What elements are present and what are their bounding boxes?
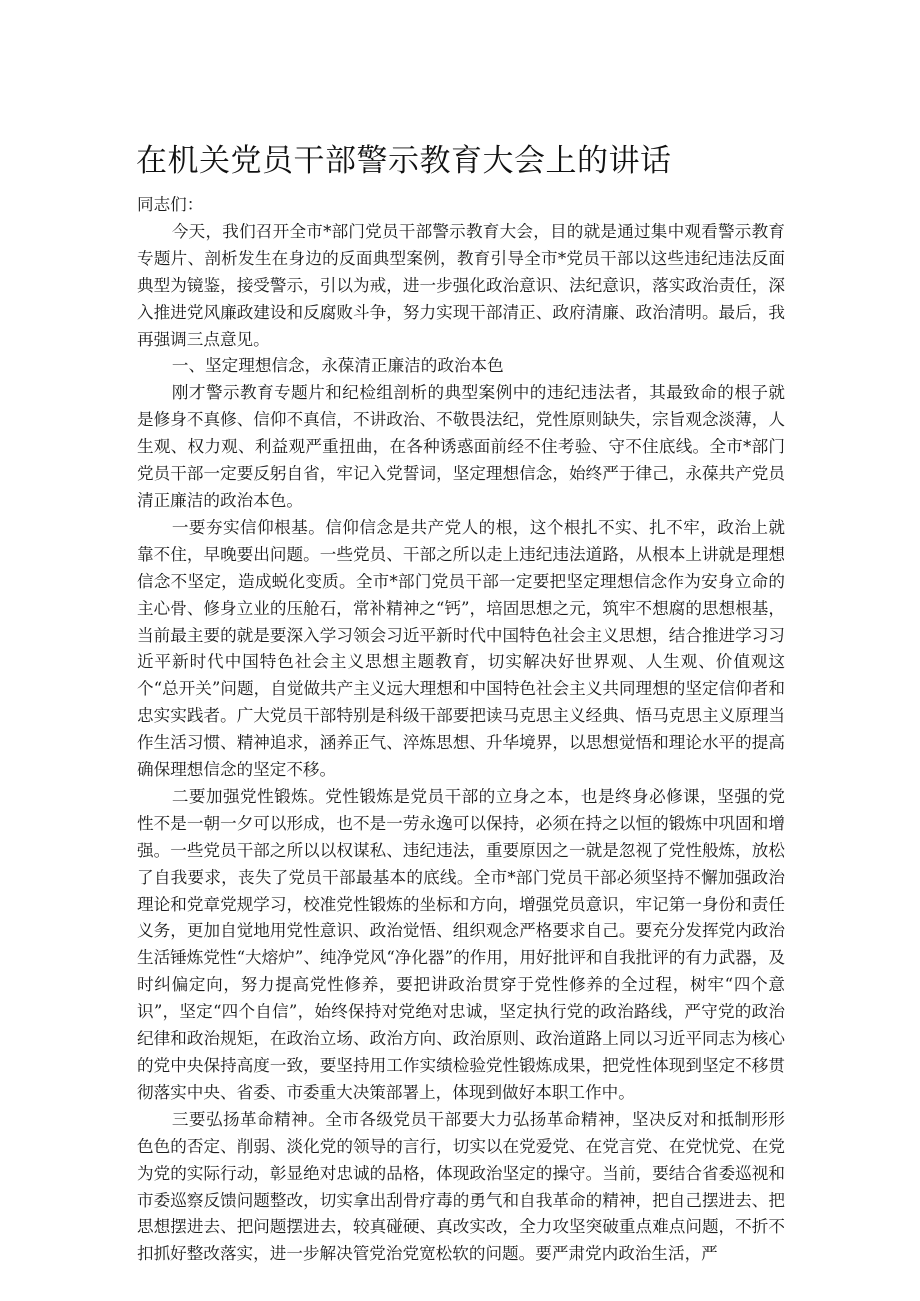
document-title: 在机关党员干部警示教育大会上的讲话: [136, 143, 672, 179]
speech-body: [137, 192, 785, 1268]
paragraph-point-1: 一要夯实信仰根基。信仰信念是共产党人的根，这个根扎不实、扎不牢，政治上就靠不住，早晚要出问题。一些党员、干部之所以走上违纪违法道路，从根本上讲就是理想信念不坚定，造成蜕化变质。全市*部门党员干部一定要把坚定理想信念作为安身立命的主心骨、修身立业的压舱石，常补精神之“钙”，培固思想之元，筑牢不想腐的思想根基，当前最主要的就是要深入学习领会习近平新时代中国特色社会主义思想，结合推进学习习近平新时代中国特色社会主义思想主题教育，切实解决好世界观、人生观、价值观这个“总开关”问题，自觉做共产主义远大理想和中国特色社会主义共同理想的坚定信仰者和忠实实践者。广大党员干部特别是科级干部要把读马克思主义经典、悟马克思主义原理当作生活习惯、精神追求，涵养正气、淬炼思想、升华境界，以思想觉悟和理论水平的提高确保理想信念的坚定不移。: [137, 517, 785, 780]
paragraph-intro: 今天，我们召开全市*部门党员干部警示教育大会，目的就是通过集中观看警示教育专题片、剖析发生在身边的反面典型案例，教育引导全市*党员干部以这些违纪违法反面典型为镜鉴，接受警示，引以为戒，进一步强化政治意识、法纪意识，落实政治责任，深入推进党风廉政建设和反腐败斗争，努力实现干部清正、政府清廉、政治清明。最后，我再强调三点意见。: [137, 221, 785, 349]
section-heading-1: 一、坚定理想信念，永葆清正廉洁的政治本色: [171, 356, 504, 376]
paragraph-point-3: 三要弘扬革命精神。全市各级党员干部要大力弘扬革命精神，坚决反对和抵制形形色色的否定、削弱、淡化党的领导的言行，切实以在党爱党、在党言党、在党忧党、在党为党的实际行动，彰显绝对忠诚的品格，体现政治坚定的操守。当前，要结合省委巡视和市委巡察反馈问题整改，切实拿出刮骨疗毒的勇气和自我革命的精神，把自己摆进去、把思想摆进去、把问题摆进去，较真碰硬、真改实改，全力攻坚突破重点难点问题，不折不扣抓好整改落实，进一步解决管党治党宽松软的问题。要严肃党内政治生活，严: [137, 1109, 785, 1264]
paragraph-point-2: 二要加强党性锻炼。党性锻炼是党员干部的立身之本，也是终身必修课，坚强的党性不是一朝一夕可以形成，也不是一劳永逸可以保持，必须在持之以恒的锻炼中巩固和增强。一些党员干部之所以以权谋私、违纪违法，重要原因之一就是忽视了党性般炼，放松了自我要求，丧失了党员干部最基本的底线。全市*部门党员干部必须坚持不懈加强政治理论和党章党规学习，校准党性锻炼的坐标和方向，增强党员意识，牢记第一身份和责任义务，更加自觉地用党性意识、政治觉悟、组织观念严格要求自己。要充分发挥党内政治生活锤炼党性“大熔炉”、纯净党风“净化器”的作用，用好批评和自我批评的有力武器，及时纠偏定向，努力提高党性修养，要把讲政治贯穿于党性修养的全过程，树牢“四个意识”，坚定“四个自信”，始终保持对党绝对忠诚，坚定执行党的政治路线，严守党的政治纪律和政治规矩，在政治立场、政治方向、政治原则、政治道路上同以习近平同志为核心的党中央保持高度一致，要坚持用工作实绩检验党性锻炼成果，把党性体现到坚定不移贯彻落实中央、省委、市委重大决策部署上，体现到做好本职工作中。: [137, 786, 785, 1102]
salutation: 同志们：: [137, 195, 204, 214]
paragraph-case-analysis: 刚才警示教育专题片和纪检组剖析的典型案例中的违纪违法者，其最致命的根子就是修身不真修、信仰不真信，不讲政治、不敬畏法纪，党性原则缺失，宗旨观念淡薄，人生观、权力观、利益观严重扭曲，在各种诱惑面前经不住考验、守不住底线。全市*部门党员干部一定要反躬自省，牢记入党誓词，坚定理想信念，始终严于律己，永葆共产党员清正廉洁的政治本色。: [137, 383, 785, 510]
